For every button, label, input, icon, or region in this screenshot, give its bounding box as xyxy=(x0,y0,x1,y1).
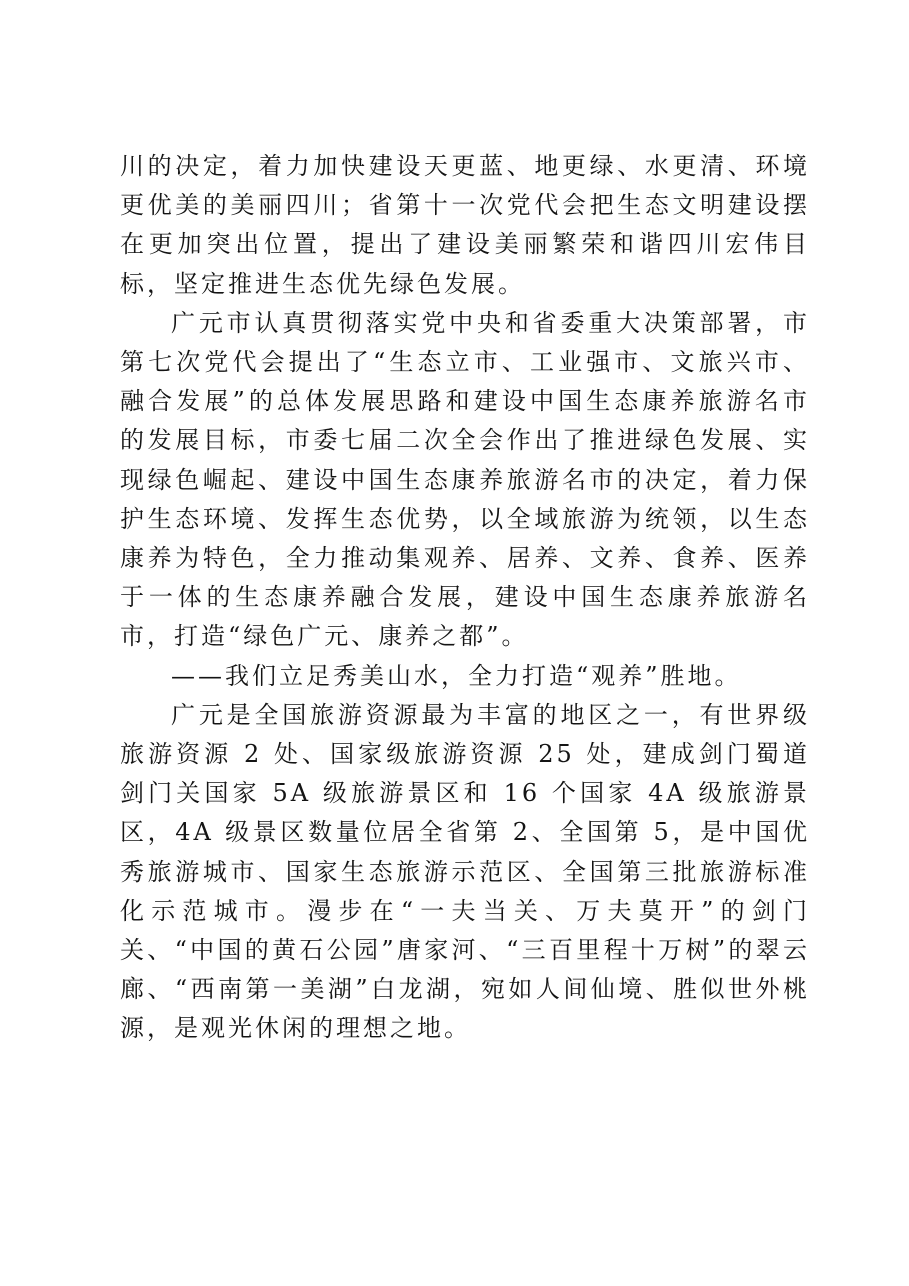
paragraph-3: 广元是全国旅游资源最为丰富的地区之一，有世界级旅游资源 2 处、国家级旅游资源 25 处，建成剑门蜀道剑门关国家 5A 级旅游景区和 16 个国家 4A 级旅游景区，4A 级景区数量位居全省第 2、全国第 5，是中国优秀旅游城市、国家生态旅游示范区、全国第三批旅游标准化示范城市。漫步在“一夫当关、万夫莫开”的剑门关、“中国的黄石公园”唐家河、“三百里程十万树”的翠云廊、“西南第一美湖”白龙湖，宛如人间仙境、胜似世外桃源，是观光休闲的理想之地。 xyxy=(120,700,810,1043)
paragraph-2: 广元市认真贯彻落实党中央和省委重大决策部署，市第七次党代会提出了“生态立市、工业强市、文旅兴市、融合发展”的总体发展思路和建设中国生态康养旅游名市的发展目标，市委七届二次全会作出了推进绿色发展、实现绿色崛起、建设中国生态康养旅游名市的决定，着力保护生态环境、发挥生态优势，以全域旅游为统领，以生态康养为特色，全力推动集观养、居养、文养、食养、医养于一体的生态康养融合发展，建设中国生态康养旅游名市，打造“绿色广元、康养之都”。 xyxy=(120,308,810,651)
paragraph-1: 川的决定，着力加快建设天更蓝、地更绿、水更清、环境更优美的美丽四川；省第十一次党代会把生态文明建设摆在更加突出位置，提出了建设美丽繁荣和谐四川宏伟目标，坚定推进生态优先绿色发展。 xyxy=(120,152,810,298)
section-heading: ——我们立足秀美山水，全力打造“观养”胜地。 xyxy=(171,661,742,690)
document-body xyxy=(120,147,810,1049)
